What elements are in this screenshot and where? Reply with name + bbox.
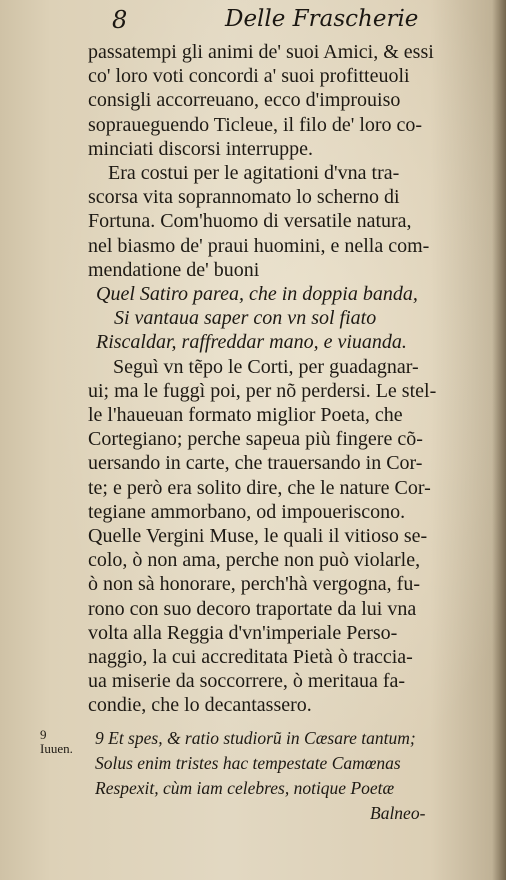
main-text <box>88 40 490 718</box>
text-line: condie, che lo decantassero. <box>88 694 312 717</box>
text-line: uersando in carte, che trauersando in Cor- <box>88 452 423 475</box>
catchword: Balneo- <box>370 803 426 823</box>
page-number: 8 <box>112 6 128 34</box>
text-line: passatempi gli animi de' suoi Amici, & essi <box>88 41 434 63</box>
text-line: nel biasmo de' praui huomini, e nella com- <box>88 234 430 257</box>
text-line: scorsa vita soprannomato lo scherno di <box>88 186 400 209</box>
page-gutter-shadow <box>492 0 506 880</box>
text-line: te; e però era solito dire, che le nature Cor- <box>88 476 431 499</box>
verse-line: Quel Satiro parea, che in doppia banda, <box>96 283 418 306</box>
footnote-line: 9 Et spes, & ratio studiorũ in Cæsare tantum; <box>95 728 416 748</box>
text-line: colo, ò non ama, perche non può violarle, <box>88 549 421 572</box>
footnote-source: Iuuen. <box>40 741 73 756</box>
text-line: Cortegiano; perche sapeua più fingere cõ- <box>88 428 423 451</box>
text-line: tegiane ammorbano, od impouerisconо. <box>88 500 406 523</box>
text-line: sopraueguendo Ticleue, il filo de' loro co- <box>88 113 423 136</box>
text-line: mendatione de' buoni <box>88 258 260 281</box>
text-line: ui; ma le fuggì poi, per nõ perdersi. Le stel- <box>88 379 437 402</box>
text-line: Era costui per le agitationi d'vna tra- <box>108 162 400 185</box>
verse-line: Riscaldar, raffreddar mano, e viuanda. <box>96 331 407 354</box>
text-line: le l'haueuan formato miglior Poeta, che <box>88 404 403 427</box>
text-line: minciati discorsi interruppe. <box>88 137 313 160</box>
text-line: naggio, la cui accreditata Pietà ò traccia- <box>88 646 413 669</box>
page-header <box>0 4 506 38</box>
footnote-marker-number: 9 <box>40 727 47 742</box>
text-line: consigli accorreuano, ecco d'improuiso <box>88 89 401 112</box>
footnote-margin-note <box>40 728 73 756</box>
text-line: ua miserie da soccorrere, ò meritaua fa- <box>88 670 406 693</box>
text-line: volta alla Reggia d'vn'imperiale Perso- <box>88 621 398 644</box>
text-line: Quelle Vergini Muse, le quali il vitioso se- <box>88 525 428 548</box>
text-line: co' loro voti concordi a' suoi profitteuoli <box>88 65 410 88</box>
text-line: rono con suo decoro traportate da lui vna <box>88 597 417 620</box>
footnote-line: Respexit, cùm iam celebres, notique Poetæ <box>95 778 395 798</box>
text-line: Seguì vn tẽpo le Corti, per guadagnar- <box>113 355 419 378</box>
running-head: Delle Frascherie <box>225 6 419 32</box>
text-line: ò non sà honorare, perch'hà vergogna, fu- <box>88 573 421 596</box>
verse-line: Si vantaua saper con vn sol fiato <box>114 307 377 330</box>
text-line: Fortuna. Com'huomo di versatile natura, <box>88 210 412 233</box>
footnote-line: Solus enim tristes hac tempestate Camœnas <box>95 753 401 773</box>
footnote <box>95 726 490 826</box>
